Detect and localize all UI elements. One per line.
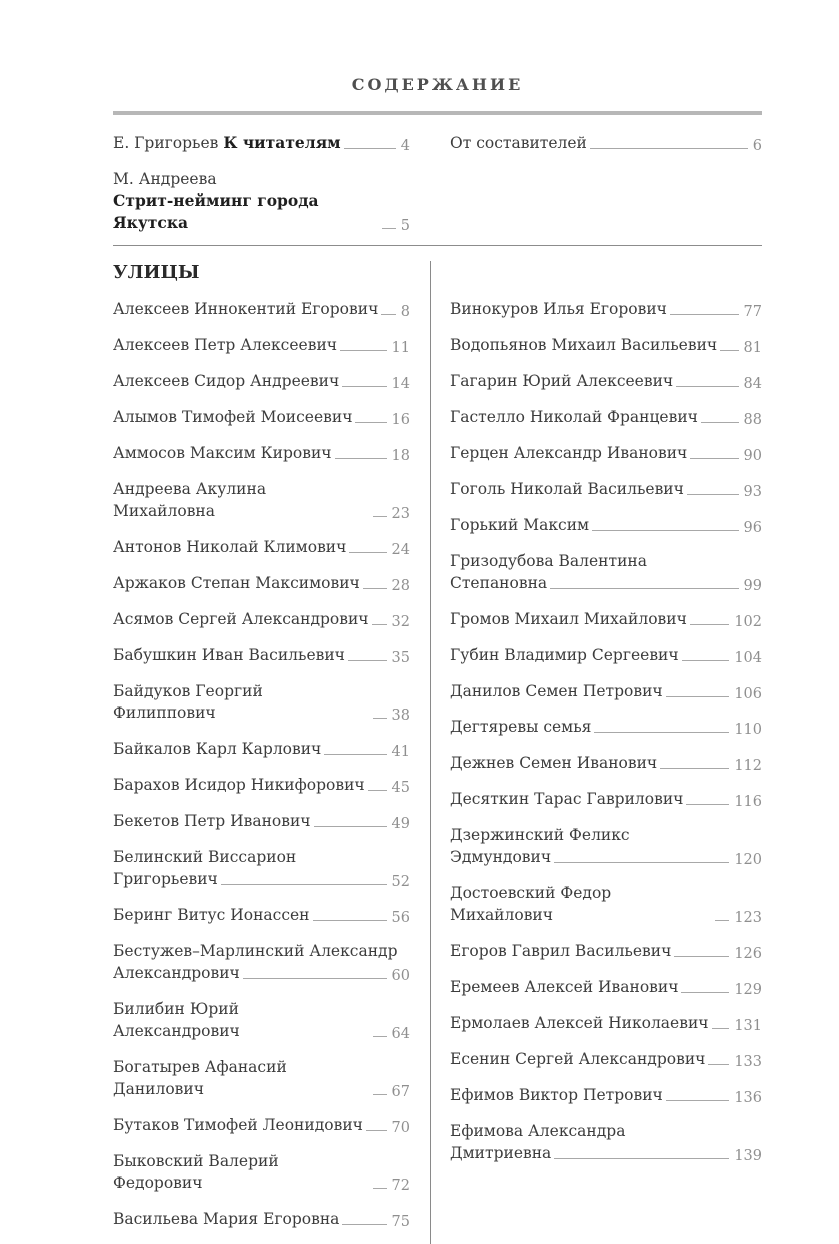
entry-name: Ефимов Виктор Петрович — [450, 1086, 663, 1104]
entry-page-number: 14 — [391, 376, 410, 392]
section-title-streets: УЛИЦЫ — [113, 262, 200, 283]
toc-entry — [450, 1012, 762, 1034]
entry-row — [450, 406, 762, 428]
entry-name: Алексеев Иннокентий Егорович — [113, 300, 379, 318]
entry-row — [450, 976, 762, 998]
toc-entry — [113, 442, 410, 464]
toc-entry — [450, 1084, 762, 1106]
toc-entry — [113, 572, 410, 594]
leader-line — [690, 458, 738, 459]
entry-page-number: 131 — [734, 1018, 762, 1034]
entry-name: Алексеев Петр Алексеевич — [113, 336, 338, 354]
leader-line — [373, 1188, 387, 1189]
toc-entry — [450, 716, 762, 738]
entry-name: Ермолаев Алексей Николаевич — [450, 1014, 709, 1032]
entry-name: Алексеев Сидор Андреевич — [113, 372, 340, 390]
toc-entry — [450, 680, 762, 702]
entry-row — [450, 846, 762, 868]
entry-page-number: 67 — [391, 1084, 410, 1100]
entry-page-number: 93 — [743, 484, 762, 500]
entry-page-number: 45 — [391, 780, 410, 796]
entry-page-number: 72 — [391, 1178, 410, 1194]
entry-row — [113, 1150, 410, 1194]
entry-row — [450, 132, 762, 154]
leader-line — [690, 624, 729, 625]
entry-author: Е. Григорьев — [113, 134, 224, 152]
leader-line — [344, 148, 396, 149]
toc-entry — [113, 644, 410, 666]
leader-line — [342, 386, 386, 387]
toc-entry — [113, 608, 410, 630]
entry-row — [450, 644, 762, 666]
entry-name: Дегтяревы семья — [450, 718, 592, 736]
leader-line — [554, 1158, 729, 1159]
thin-divider-rule — [113, 245, 762, 246]
entry-name: Губин Владимир Сергеевич — [450, 646, 679, 664]
page-content — [113, 72, 762, 1244]
entry-name: Аммосов Максим Кирович — [113, 444, 332, 462]
entry-page-number: 110 — [734, 722, 762, 738]
entry-row — [113, 962, 410, 984]
entry-name: Дмитриевна — [450, 1144, 552, 1162]
entry-name: Десяткин Тарас Гаврилович — [450, 790, 684, 808]
toc-entry — [450, 824, 762, 868]
leader-line — [594, 732, 729, 733]
entry-name-line: Дзержинский Феликс — [450, 826, 630, 844]
entry-row — [450, 940, 762, 962]
toc-entry — [450, 514, 762, 536]
entry-page-number: 112 — [734, 758, 762, 774]
entry-page-number: 120 — [734, 852, 762, 868]
entry-row — [450, 752, 762, 774]
leader-line — [554, 862, 729, 863]
entry-page-number: 41 — [391, 744, 410, 760]
entry-page-number: 129 — [734, 982, 762, 998]
entry-page-number: 81 — [743, 340, 762, 356]
entry-name: Горький Максим — [450, 516, 590, 534]
leader-line — [314, 826, 387, 827]
entry-page-number: 133 — [734, 1054, 762, 1070]
entry-row — [113, 536, 410, 558]
entry-name: Бекетов Петр Иванович — [113, 812, 311, 830]
entry-name: Егоров Гаврил Васильевич — [450, 942, 672, 960]
entry-row — [450, 788, 762, 810]
leader-line — [550, 588, 738, 589]
entry-name: Данилов Семен Петрович — [450, 682, 663, 700]
toc-entry-to-readers — [113, 132, 410, 154]
toc-entry — [113, 1208, 410, 1230]
entry-name: Быковский Валерий Федорович — [113, 1152, 279, 1192]
toc-entry — [450, 406, 762, 428]
toc-entry — [113, 810, 410, 832]
entry-name: Гагарин Юрий Алексеевич — [450, 372, 674, 390]
leader-line — [349, 552, 386, 553]
entry-page-number: 5 — [400, 218, 410, 234]
entry-page-number: 16 — [391, 412, 410, 428]
entry-row — [450, 608, 762, 630]
entry-page-number: 18 — [391, 448, 410, 464]
entry-page-number: 8 — [400, 304, 410, 320]
entry-page-number: 70 — [391, 1120, 410, 1136]
thick-divider-rule — [113, 111, 762, 115]
entry-page-number: 116 — [734, 794, 762, 810]
entry-title: К читателям — [223, 133, 341, 152]
entry-name: Гоголь Николай Васильевич — [450, 480, 684, 498]
entry-name: Григорьевич — [113, 870, 218, 888]
toc-entry — [450, 442, 762, 464]
entry-row — [113, 478, 410, 522]
toc-entry — [113, 1150, 410, 1194]
page-title: СОДЕРЖАНИЕ — [351, 75, 524, 94]
leader-line — [335, 458, 387, 459]
entry-name: Алымов Тимофей Моисеевич — [113, 408, 353, 426]
entry-row — [113, 334, 410, 356]
toc-entry-street-naming — [113, 168, 410, 234]
entry-page-number: 6 — [752, 138, 762, 154]
entry-row — [450, 716, 762, 738]
leader-line — [674, 956, 729, 957]
entry-row — [113, 738, 410, 760]
toc-entry — [450, 788, 762, 810]
entry-name: Аржаков Степан Максимович — [113, 574, 360, 592]
header-column-right — [430, 132, 762, 234]
entry-page-number: 77 — [743, 304, 762, 320]
entry-name: Бабушкин Иван Васильевич — [113, 646, 345, 664]
entry-page-number: 123 — [734, 910, 762, 926]
entry-page-number: 24 — [391, 542, 410, 558]
leader-line — [701, 422, 739, 423]
entry-row — [450, 478, 762, 500]
entry-page-number: 102 — [734, 614, 762, 630]
leader-line — [666, 696, 730, 697]
entry-row — [113, 680, 410, 724]
leader-line — [324, 754, 386, 755]
entry-name-line: Бестужев–Марлинский Александр — [113, 942, 398, 960]
entry-row — [113, 1114, 410, 1136]
entry-page-number: 96 — [743, 520, 762, 536]
leader-line — [373, 1094, 387, 1095]
entry-page-number: 139 — [734, 1148, 762, 1164]
toc-entry — [113, 998, 410, 1042]
leader-line — [373, 1036, 387, 1037]
leader-line — [342, 1224, 386, 1225]
leader-line — [373, 516, 387, 517]
entry-name: Барахов Исидор Никифорович — [113, 776, 365, 794]
entry-page-number: 28 — [391, 578, 410, 594]
entry-name: Васильева Мария Егоровна — [113, 1210, 340, 1228]
entry-row — [113, 298, 410, 320]
toc-entry — [113, 680, 410, 724]
entry-row — [113, 998, 410, 1042]
entry-name: Дежнев Семен Иванович — [450, 754, 658, 772]
entry-page-number: 84 — [743, 376, 762, 392]
header-column-left — [113, 132, 430, 234]
entry-row — [450, 298, 762, 320]
entry-page-number: 56 — [391, 910, 410, 926]
entry-row — [450, 572, 762, 594]
entry-page-number: 49 — [391, 816, 410, 832]
entry-row — [450, 1142, 762, 1164]
entry-page-number: 88 — [743, 412, 762, 428]
entry-page-number: 126 — [734, 946, 762, 962]
entry-page-number: 136 — [734, 1090, 762, 1106]
leader-line — [712, 1028, 730, 1029]
toc-entry — [113, 904, 410, 926]
leader-line — [590, 148, 748, 149]
toc-entry — [450, 298, 762, 320]
leader-line — [381, 314, 395, 315]
entry-name: Байдуков Георгий Филиппович — [113, 682, 263, 722]
entry-row — [450, 882, 762, 926]
entry-name: Эдмундович — [450, 848, 552, 866]
leader-line — [708, 1064, 729, 1065]
entry-name: Громов Михаил Михайлович — [450, 610, 687, 628]
entry-page-number: 23 — [391, 506, 410, 522]
entry-name: Герцен Александр Иванович — [450, 444, 688, 462]
entry-row — [450, 1012, 762, 1034]
entry-row — [450, 680, 762, 702]
leader-line — [592, 530, 738, 531]
entry-row — [113, 572, 410, 594]
entry-row — [113, 190, 410, 234]
entry-row — [113, 442, 410, 464]
toc-entry — [113, 298, 410, 320]
entry-name: Билибин Юрий Александрович — [113, 1000, 240, 1040]
leader-line — [372, 624, 387, 625]
entry-page-number: 104 — [734, 650, 762, 666]
entry-title: От составителей — [450, 134, 587, 152]
toc-entry — [450, 940, 762, 962]
entry-row — [450, 1048, 762, 1070]
entry-name: Еремеев Алексей Иванович — [450, 978, 679, 996]
entry-page-number: 4 — [400, 138, 410, 154]
leader-line — [666, 1100, 730, 1101]
entry-row — [113, 608, 410, 630]
entry-name: Александрович — [113, 964, 240, 982]
toc-entry — [113, 536, 410, 558]
toc-entry — [113, 478, 410, 522]
leader-line — [687, 494, 739, 495]
entry-name-line: Гризодубова Валентина — [450, 552, 647, 570]
toc-entry — [450, 608, 762, 630]
toc-entry — [450, 370, 762, 392]
entry-name: Степановна — [450, 574, 548, 592]
entry-row — [113, 904, 410, 926]
streets-column-left — [113, 261, 430, 1244]
entry-name: Беринг Витус Ионассен — [113, 906, 310, 924]
entry-row — [113, 370, 410, 392]
toc-entry — [450, 478, 762, 500]
leader-line — [363, 588, 387, 589]
streets-column-right — [430, 261, 762, 1244]
entry-page-number: 32 — [391, 614, 410, 630]
entry-page-number: 99 — [743, 578, 762, 594]
leader-line — [670, 314, 739, 315]
contents-header — [113, 132, 762, 234]
toc-entry — [113, 1114, 410, 1136]
leader-line — [340, 350, 387, 351]
entry-title: Стрит-нейминг города Якутска — [113, 191, 319, 232]
leader-line — [366, 1130, 387, 1131]
entry-page-number: 38 — [391, 708, 410, 724]
entry-name: Асямов Сергей Александрович — [113, 610, 369, 628]
entry-page-number: 35 — [391, 650, 410, 666]
toc-entry — [450, 644, 762, 666]
toc-entry — [113, 406, 410, 428]
streets-list-right — [450, 298, 762, 1164]
entry-row — [113, 406, 410, 428]
entry-name — [113, 132, 341, 154]
entry-page-number: 11 — [391, 340, 410, 356]
toc-entry — [113, 774, 410, 796]
toc-entry — [113, 846, 410, 890]
entry-page-number: 60 — [391, 968, 410, 984]
entry-row — [113, 774, 410, 796]
entry-page-number: 106 — [734, 686, 762, 702]
entry-name-line: Ефимова Александра — [450, 1122, 626, 1140]
entry-name-line: Белинский Виссарион — [113, 848, 297, 866]
entry-name: Достоевский Федор Михайлович — [450, 884, 612, 924]
toc-entry-from-compilers — [450, 132, 762, 154]
streets-section — [113, 261, 762, 1244]
leader-line — [715, 920, 729, 921]
entry-row — [113, 1056, 410, 1100]
entry-row — [113, 644, 410, 666]
leader-line — [221, 884, 387, 885]
toc-entry — [450, 550, 762, 594]
toc-entry — [113, 334, 410, 356]
entry-row — [450, 334, 762, 356]
entry-page-number: 64 — [391, 1026, 410, 1042]
entry-row — [113, 868, 410, 890]
leader-line — [660, 768, 729, 769]
leader-line — [681, 992, 729, 993]
toc-entry — [450, 1048, 762, 1070]
entry-row — [113, 1208, 410, 1230]
streets-list-left — [113, 298, 410, 1230]
leader-line — [373, 718, 387, 719]
entry-row — [450, 514, 762, 536]
entry-name: Гастелло Николай Францевич — [450, 408, 698, 426]
entry-name: Антонов Николай Климович — [113, 538, 347, 556]
entry-page-number: 52 — [391, 874, 410, 890]
toc-entry — [450, 1120, 762, 1164]
toc-entry — [113, 738, 410, 760]
toc-entry — [450, 882, 762, 926]
entry-row — [450, 370, 762, 392]
entry-row — [113, 132, 410, 154]
leader-line — [682, 660, 730, 661]
entry-page-number: 75 — [391, 1214, 410, 1230]
toc-entry — [113, 940, 410, 984]
entry-row — [113, 810, 410, 832]
entry-name: Андреева Акулина Михайловна — [113, 480, 267, 520]
leader-line — [355, 422, 386, 423]
leader-line — [676, 386, 738, 387]
entry-page-number: 90 — [743, 448, 762, 464]
toc-entry — [450, 334, 762, 356]
entry-name: Бутаков Тимофей Леонидович — [113, 1116, 363, 1134]
leader-line — [720, 350, 738, 351]
leader-line — [348, 660, 387, 661]
leader-line — [368, 790, 387, 791]
leader-line — [313, 920, 387, 921]
leader-line — [382, 228, 396, 229]
entry-author: М. Андреева — [113, 170, 217, 188]
leader-line — [243, 978, 387, 979]
toc-entry — [450, 976, 762, 998]
entry-name: Водопьянов Михаил Васильевич — [450, 336, 718, 354]
entry-name: Байкалов Карл Карлович — [113, 740, 322, 758]
entry-name: Винокуров Илья Егорович — [450, 300, 667, 318]
toc-entry — [450, 752, 762, 774]
entry-name: Есенин Сергей Александрович — [450, 1050, 706, 1068]
toc-entry — [113, 370, 410, 392]
entry-row — [450, 442, 762, 464]
leader-line — [686, 804, 729, 805]
entry-row — [450, 1084, 762, 1106]
entry-name: Богатырев Афанасий Данилович — [113, 1058, 287, 1098]
toc-entry — [113, 1056, 410, 1100]
